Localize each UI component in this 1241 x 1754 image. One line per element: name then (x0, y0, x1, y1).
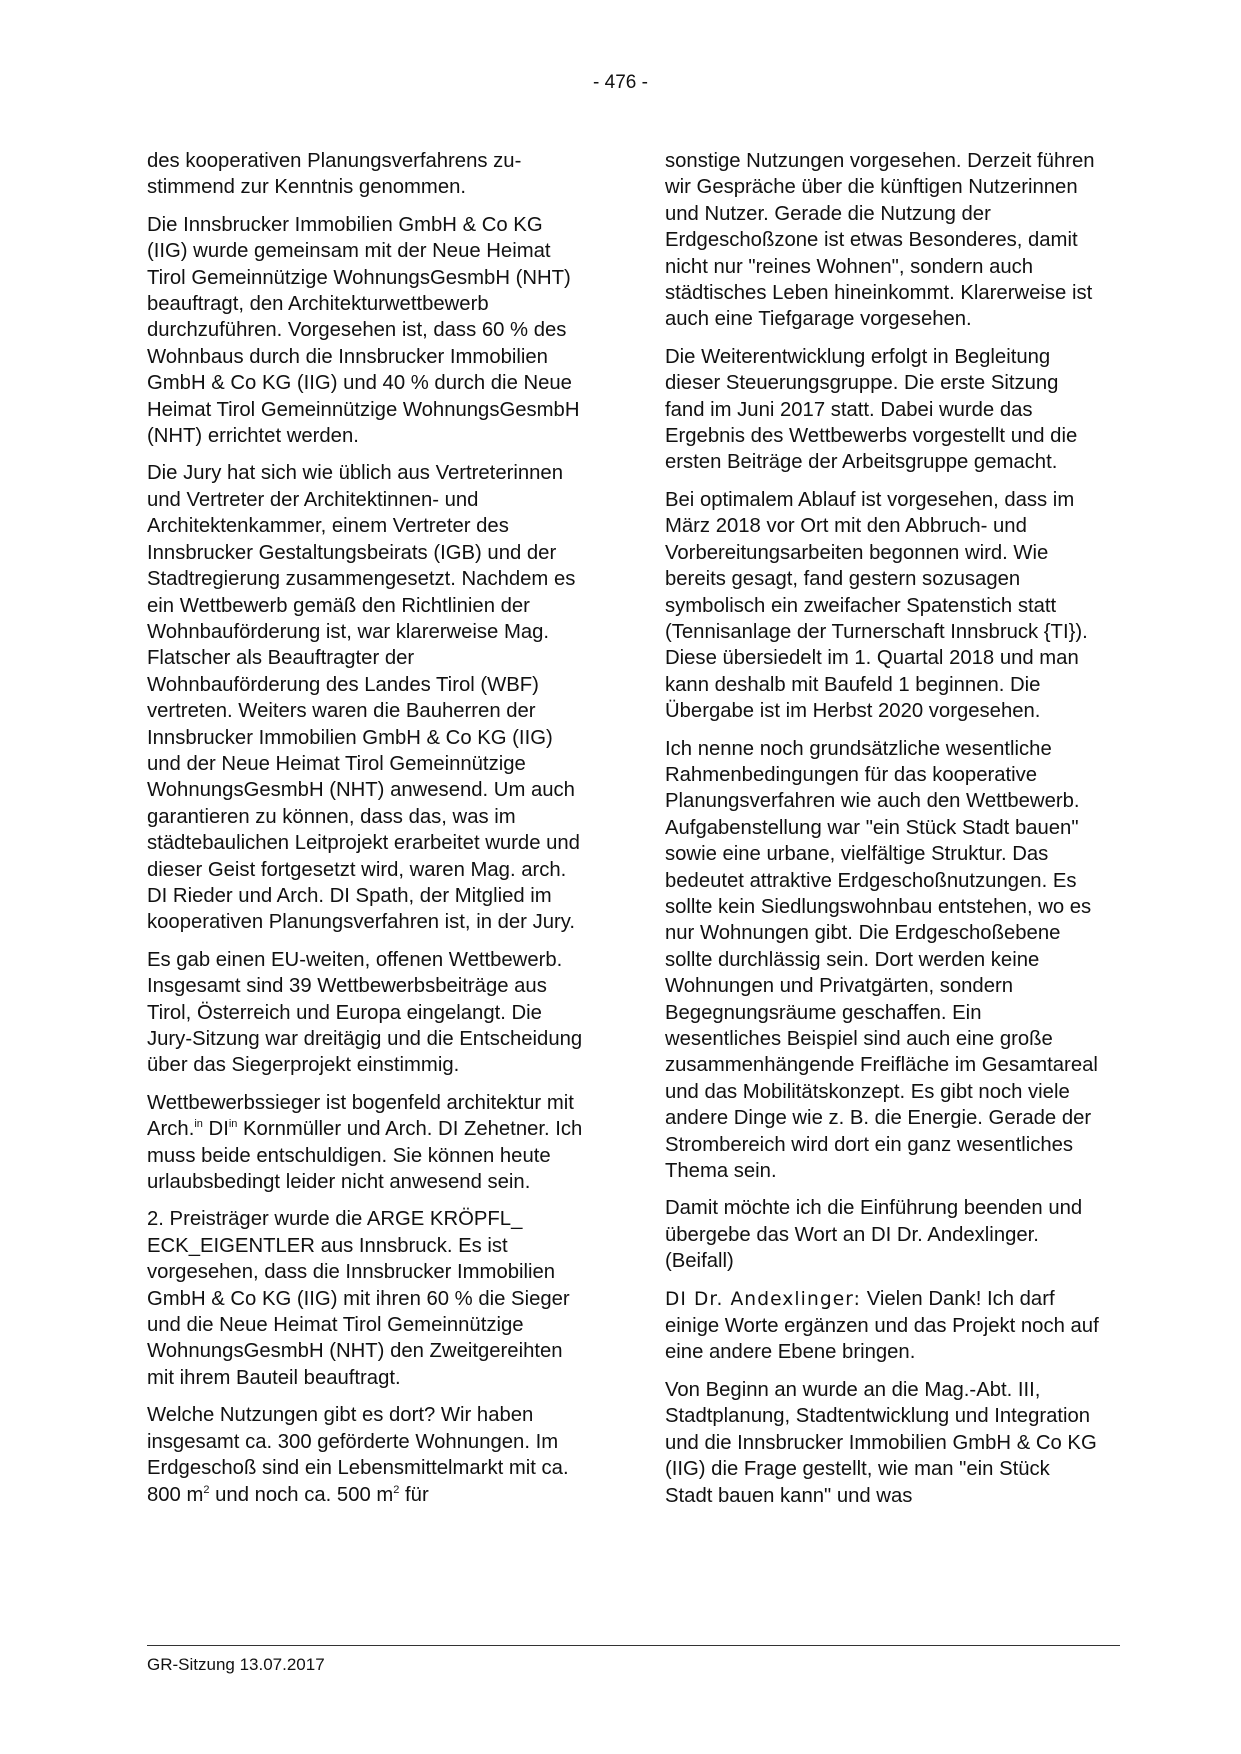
superscript: in (228, 1118, 238, 1131)
left-column (147, 148, 583, 1519)
paragraph: Die Jury hat sich wie üblich aus Vertreterinnen und Vertreter der Architektinnen- und Architektenkammer, einem Vertreter des Innsbrucker Gestaltungsbeirats (IGB) und der Stadtregierung zusammengesetzt. Nachdem es ein Wettbewerb gemäß den Richtlinien der Wohnbauförderung ist, war klarerweise Mag. Flatscher als Beauftragter der Wohnbauförderung des Landes Tirol (WBF) vertreten. Weiters waren die Bauherren der Innsbrucker Immobilien GmbH & Co KG (IIG) und der Neue Heimat Tirol Gemeinnützige WohnungsGesmbH (NHT) anwesend. Um auch garantieren zu können, dass das, was im städtebaulichen Leitprojekt erarbeitet wurde und dieser Geist fortgesetzt wird, waren Mag. arch. DI Rieder und Arch. DI Spath, der Mitglied im kooperativen Planungsverfahren ist, in der Jury. (147, 462, 580, 934)
text-run: für (399, 1483, 429, 1506)
footer-divider (147, 1645, 1120, 1646)
page-number: - 476 - (593, 72, 648, 93)
superscript: 2 (203, 1483, 210, 1496)
paragraph: Damit möchte ich die Einführung beenden und übergebe das Wort an DI Dr. Andexlinger. (Beifall) (665, 1197, 1083, 1273)
text-run: Wettbewerbssieger ist bogenfeld architektur mit Arch. (147, 1091, 574, 1141)
paragraph: Die Weiterentwicklung erfolgt in Begleitung dieser Steuerungsgruppe. Die erste Sitzung fand im Juni 2017 statt. Dabei wurde das Ergebnis des Wettbewerbs vorgestellt und die ersten Beiträge der Arbeitsgruppe gemacht. (665, 345, 1078, 474)
paragraph (665, 1286, 1101, 1366)
text-run: und noch ca. 500 m (209, 1483, 394, 1506)
text-run: DI (202, 1118, 229, 1141)
right-column (665, 148, 1101, 1520)
text-run: Welche Nutzungen gibt es dort? Wir haben insgesamt ca. 300 geförderte Wohnungen. Im Erdgeschoß sind ein Lebensmittelmarkt mit ca. 800 m (147, 1404, 569, 1506)
footer-session-date: GR-Sitzung 13.07.2017 (147, 1655, 325, 1674)
paragraph: Bei optimalem Ablauf ist vorgesehen, dass im März 2018 vor Ort mit den Abbruch- und Vorbereitungsarbeiten begonnen wird. Wie bereits gesagt, fand gestern sozusagen symbolisch ein zweifacher Spatenstich statt (Tennisanlage der Turnerschaft Innsbruck {TI}). Diese übersiedelt im 1. Quartal 2018 und man kann deshalb mit Baufeld 1 beginnen. Die Übergabe ist im Herbst 2020 vorgesehen. (665, 488, 1088, 723)
paragraph: Es gab einen EU-weiten, offenen Wettbewerb. Insgesamt sind 39 Wettbewerbsbeiträge aus Tirol, Österreich und Europa eingelangt. Die Jury-Sitzung war dreitägig und die Entscheidung über das Siegerprojekt einstimmig. (147, 948, 583, 1077)
text-run: Kornmüller und Arch. DI Zehetner. Ich muss beide entschuldigen. Sie können heute urlaubsbedingt leider nicht anwesend sein. (147, 1118, 583, 1194)
paragraph: des kooperativen Planungsverfahrens zustimmend zur Kenntnis genommen. (147, 150, 522, 199)
speaker-name: DI Dr. Andexlinger: (665, 1288, 862, 1310)
paragraph (147, 1090, 583, 1196)
paragraph (147, 1402, 583, 1508)
paragraph: Von Beginn an wurde an die Mag.-Abt. III, Stadtplanung, Stadtentwicklung und Integration und die Innsbrucker Immobilien GmbH & Co KG (IIG) die Frage gestellt, wie man "ein Stück Stadt bauen kann" und was (665, 1378, 1097, 1507)
paragraph: Ich nenne noch grundsätzliche wesentliche Rahmenbedingungen für das kooperative Planungsverfahren wie auch den Wettbewerb. Aufgabenstellung war "ein Stück Stadt bauen" sowie eine urbane, vielfältige Struktur. Das bedeutet attraktive Erdgeschoßnutzungen. Es sollte kein Siedlungswohnbau entstehen, wo es nur Wohnungen gibt. Die Erdgeschoßebene sollte durchlässig sein. Dort werden keine Wohnungen und Privatgärten, sondern Begegnungsräume geschaffen. Ein wesentliches Beispiel sind auch eine große zusammenhängende Freifläche im Gesamtareal und das Mobilitätskonzept. Es gibt noch viele andere Dinge wie z. B. die Energie. Gerade der Strombereich wird dort ein ganz wesentliches Thema sein. (665, 737, 1098, 1183)
paragraph: sonstige Nutzungen vorgesehen. Derzeit führen wir Gespräche über die künftigen Nutzerinnen und Nutzer. Gerade die Nutzung der Erdgeschoßzone ist etwas Besonderes, damit nicht nur "reines Wohnen", sondern auch städtisches Leben hineinkommt. Klarerweise ist auch eine Tiefgarage vorgesehen. (665, 150, 1095, 331)
superscript: 2 (393, 1483, 400, 1496)
paragraph: 2. Preisträger wurde die ARGE KRÖPFL_ ECK_EIGENTLER aus Innsbruck. Es ist vorgesehen, dass die Innsbrucker Immobilien GmbH & Co KG (IIG) mit ihren 60 % die Sieger und die Neue Heimat Tirol Gemeinnützige WohnungsGesmbH (NHT) den Zweitgereihten mit ihrem Bauteil beauftragt. (147, 1208, 570, 1389)
superscript: in (194, 1118, 203, 1131)
text-run: Vielen Dank! Ich darf einige Worte ergänzen und das Projekt noch auf eine andere Ebene bringen. (665, 1287, 1099, 1364)
paragraph: Die Innsbrucker Immobilien GmbH & Co KG (IIG) wurde gemeinsam mit der Neue Heimat Tirol Gemeinnützige WohnungsGesmbH (NHT) beauftragt, den Architekturwettbewerb durchzuführen. Vorgesehen ist, dass 60 % des Wohnbaus durch die Innsbrucker Immobilien GmbH & Co KG (IIG) und 40 % durch die Neue Heimat Tirol Gemeinnützige WohnungsGesmbH (NHT) errichtet werden. (147, 213, 580, 448)
